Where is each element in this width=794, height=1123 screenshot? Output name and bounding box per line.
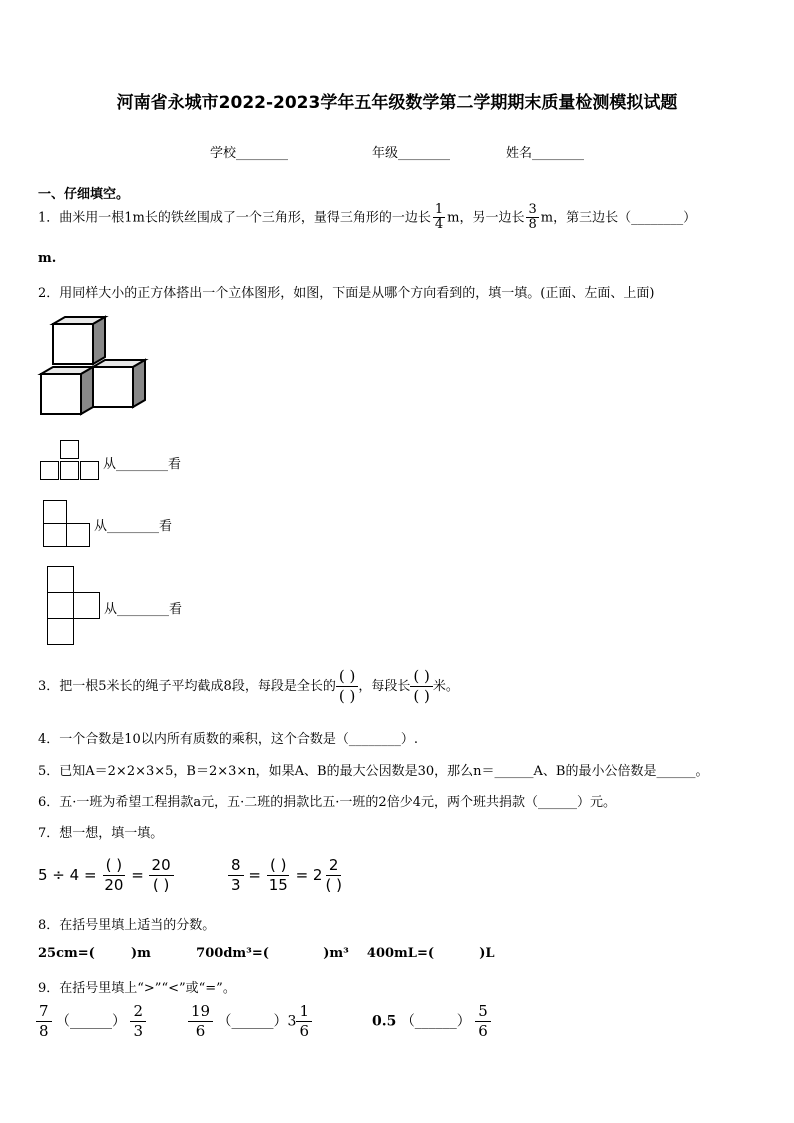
view-2-label: 从________看 [94,519,173,534]
grade-field: 年级________ [372,146,451,161]
question-2: 2．用同样大小的正方体搭出一个立体图形，如图，下面是从哪个方向看到的，填一填。(正面、左面、上面) [38,286,655,301]
view-3-label: 从________看 [104,602,183,617]
q3-text-3: 米。 [432,678,459,694]
q7-equation-2: $\frac{8}{3}$ = ( ) 15 = 2 2 ( ) [228,856,345,895]
q3-text-2: ，每段长 [358,678,411,694]
q8-items: 25cm=( )m 700dm³=( )m³ 400mL=( )L [38,946,495,961]
question-1 [38,203,696,233]
q9-compare-b: $\frac{19}{6}$ （______）3 $\frac{1}{6}$ [188,1002,312,1041]
section-heading: 一、仔细填空。 [38,187,130,202]
q9-compare-a: $\frac{7}{8}$ （______） $\frac{2}{3}$ [36,1002,146,1041]
question-9: 9．在括号里填上“>”“<”或“=”。 [38,981,236,996]
question-3 [38,667,459,706]
question-8: 8．在括号里填上适当的分数。 [38,918,216,933]
q1-unit: m. [38,251,57,266]
question-7: 7．想一想，填一填。 [38,826,164,841]
school-field: 学校________ [210,146,289,161]
fraction-one-quarter: $\frac{1}{4}$ [434,202,444,233]
q7-equation-1: 5 ÷ 4 = ( ) 20 = 20 ( ) [38,856,174,895]
cube-stack-figure [36,312,151,422]
view-1-label: 从________看 [103,457,182,472]
q1-text-3: m，第三边长（________） [540,210,697,226]
q9-compare-c: 0.5 （______） $\frac{5}{6}$ [372,1002,491,1041]
question-6: 6．五·一班为希望工程捐款a元，五·二班的捐款比五·一班的2倍少4元，两个班共捐款（______）元。 [38,795,616,810]
q3-text-1: 3．把一根5米长的绳子平均截成8段，每段是全长的 [38,678,336,694]
page-title: 河南省永城市2022-2023学年五年级数学第二学期期末质量检测模拟试题 [116,93,678,113]
question-4: 4．一个合数是10以内所有质数的乘积，这个合数是（________）. [38,732,418,747]
q1-text-2: m，另一边长 [447,210,525,226]
fraction-three-eighths: $\frac{3}{8}$ [528,202,537,233]
name-field: 姓名________ [506,146,585,161]
q1-text-1: 1．曲米用一根1m长的铁丝围成了一个三角形，量得三角形的一边长 [38,210,431,226]
q3-fraction-blank-1: ( ) ( ) [336,667,358,706]
question-5: 5．已知A＝2×2×3×5，B＝2×3×n，如果A、B的最大公因数是30，那么n＝______A、B的最小公倍数是______。 [38,764,709,779]
q3-fraction-blank-2: ( ) ( ) [410,667,432,706]
